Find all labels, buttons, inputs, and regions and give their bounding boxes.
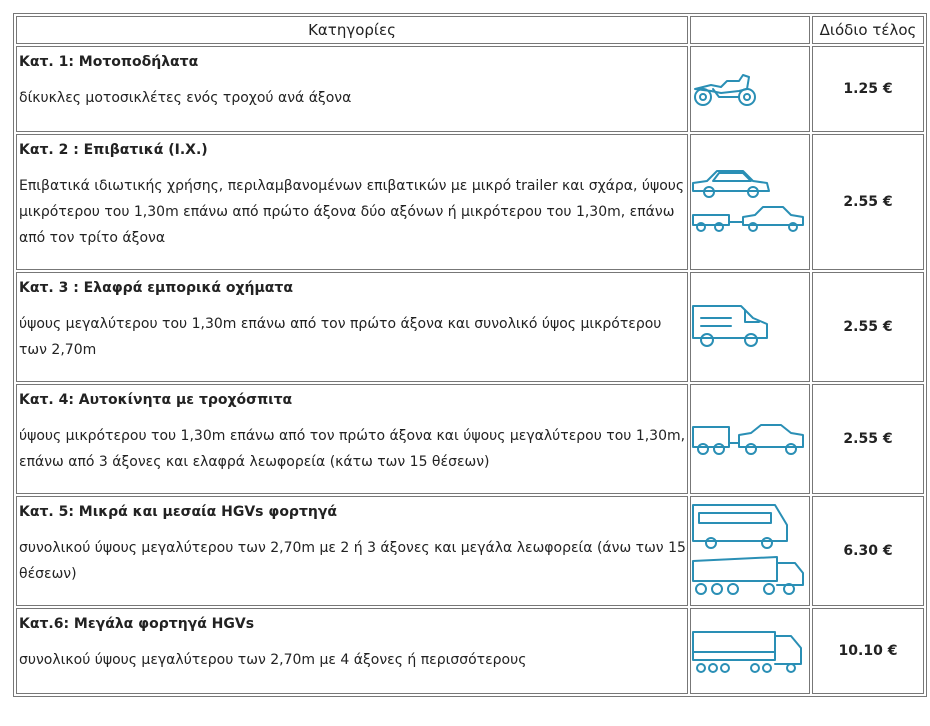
category-title: Κατ. 1: Μοτοποδήλατα [19,54,199,70]
vehicle-icon-cell [690,272,810,382]
table-row [16,496,924,606]
car-and-car-with-trailer-icon [691,167,807,237]
van-icon [691,302,771,352]
category-description: ύψους μικρότερου του 1,30m επάνω από τον πρώτο άξονα και ύψους μεγαλύτερου του 1,30m, επάνω από 3 άξονες και ελαφρά λεωφορεία (κάτω των 15 θέσεων) [19,428,686,470]
category-title: Κατ. 5: Μικρά και μεσαία HGVs φορτηγά [19,504,338,520]
table-row [16,384,924,494]
header-icon-column [690,16,810,44]
category-title: Κατ. 3 : Ελαφρά εμπορικά οχήματα [19,280,293,296]
category-description: συνολικού ύψους μεγαλύτερου των 2,70m με 2 ή 3 άξονες και μεγάλα λεωφορεία (άνω των 15 θέσεων) [19,540,686,582]
fee-cell: 6.30 € [812,496,924,606]
category-cell [16,272,688,382]
category-description: συνολικού ύψους μεγαλύτερου των 2,70m με 4 άξονες ή περισσότερους [19,652,527,668]
fee-cell: 2.55 € [812,384,924,494]
category-description: ύψους μεγαλύτερου του 1,30m επάνω από τον πρώτο άξονα και συνολικό ύψος μικρότερου των 2,70m [19,316,662,358]
header-fee: Διόδιο τέλος [812,16,924,44]
category-title: Κατ. 2 : Επιβατικά (Ι.Χ.) [19,142,208,158]
fee-cell: 1.25 € [812,46,924,132]
heavy-truck-icon [691,626,807,676]
car-with-caravan-icon [691,421,807,457]
vehicle-icon-cell [690,496,810,606]
vehicle-icon-cell [690,134,810,270]
toll-table [13,13,927,697]
category-cell [16,134,688,270]
vehicle-icon-cell [690,46,810,132]
table-row [16,134,924,270]
vehicle-icon-cell [690,384,810,494]
category-cell [16,496,688,606]
vehicle-icon-cell [690,608,810,694]
fee-cell: 2.55 € [812,272,924,382]
category-cell [16,46,688,132]
category-title: Κατ.6: Μεγάλα φορτηγά HGVs [19,616,255,632]
category-description: Επιβατικά ιδιωτικής χρήσης, περιλαμβανομένων επιβατικών με μικρό trailer και σχάρα, ύψους μικρότερου του 1,30m επάνω από πρώτο άξονα δύο αξόνων ή μικρότερου του 1,30m, επάνω από τον τρίτο άξονα [19,178,685,246]
table-row [16,272,924,382]
category-title: Κατ. 4: Αυτοκίνητα με τροχόσπιτα [19,392,293,408]
fee-cell: 10.10 € [812,608,924,694]
header-row [16,16,924,44]
category-cell [16,384,688,494]
motorcycle-icon [691,69,761,109]
bus-and-dump-truck-icon [691,501,807,601]
category-cell [16,608,688,694]
category-description: δίκυκλες μοτοσικλέτες ενός τροχού ανά άξονα [19,90,352,106]
table-row [16,608,924,694]
table-row [16,46,924,132]
header-categories: Κατηγορίες [16,16,688,44]
fee-cell: 2.55 € [812,134,924,270]
